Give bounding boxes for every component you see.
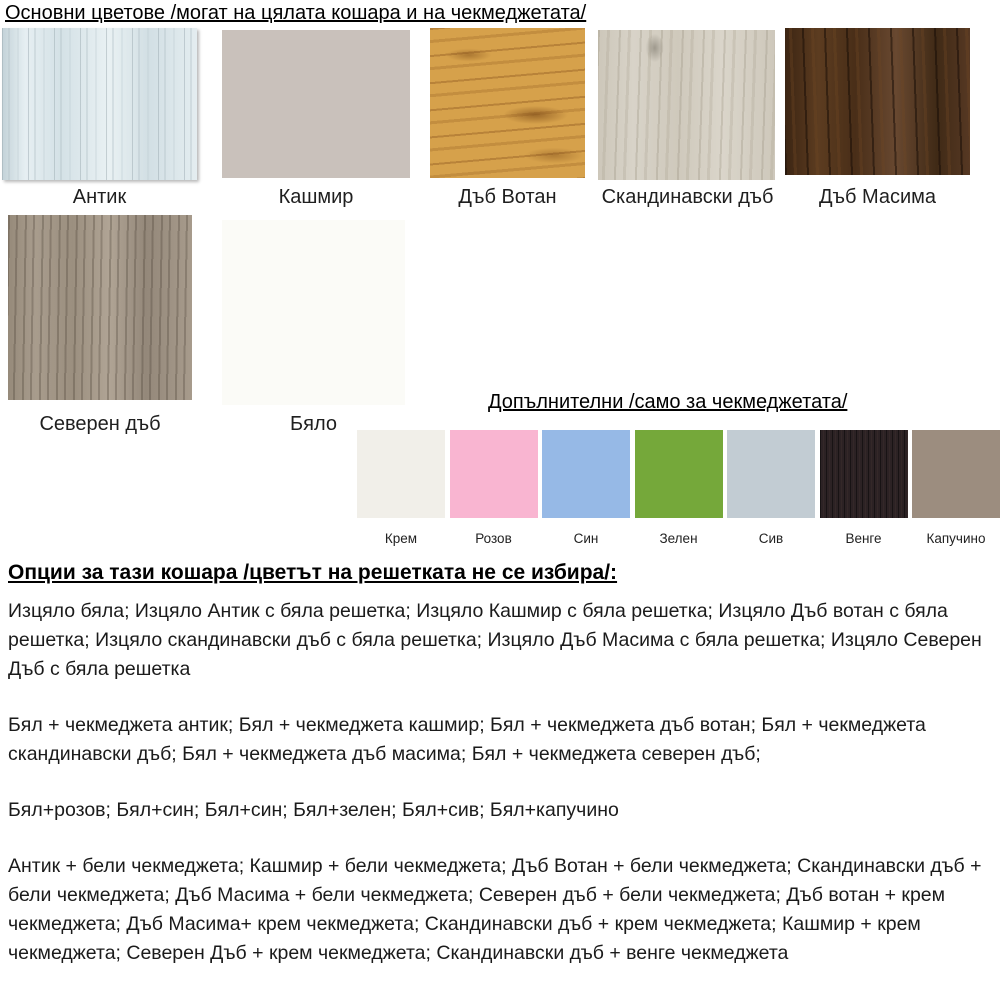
swatch-zelen [635, 430, 723, 518]
swatch-antik [2, 28, 197, 180]
swatch-rozov [450, 430, 538, 518]
label-antik: Антик [72, 186, 127, 208]
label-zelen: Зелен [659, 531, 698, 546]
swatch-severen-dab [8, 215, 192, 400]
swatch-krem [357, 430, 445, 518]
swatch-sin [542, 430, 630, 518]
label-rozov: Розов [475, 531, 512, 546]
label-kapuchino: Капучино [926, 531, 986, 546]
label-dab-votan: Дъб Вотан [458, 186, 557, 208]
swatch-skandinavski-dab [598, 30, 775, 180]
options-paragraph-white-plus: Бял+розов; Бял+син; Бял+син; Бял+зелен; Бял+сив; Бял+капучино [8, 799, 619, 821]
label-sin: Син [573, 531, 599, 546]
swatch-kashmir [222, 30, 410, 178]
swatch-dab-votan [430, 28, 585, 178]
swatch-venge [820, 430, 908, 518]
main-colors-heading: Основни цветове /могат на цялата кошара и на чекмеджетата/ [5, 2, 587, 24]
label-skandinavski-dab: Скандинавски дъб [601, 186, 774, 208]
options-paragraph-wood-drawers: Антик + бели чекмеджета; Кашмир + бели чекмеджета; Дъб Вотан + бели чекмеджета; Скандинавски дъб + бели чекмеджета; Дъб Масима + бели чекмеджета; Северен дъб + бели чекмеджета; Дъб вотан + крем чекмеджета; Дъб Масима+ крем чекмеджета; Скандинавски дъб + крем чекмеджета; Кашмир + крем чекмеджета; Северен Дъб + крем чекмеджета; Скандинавски дъб + венге чекмеджета [8, 855, 982, 964]
label-severen-dab: Северен дъб [39, 413, 161, 435]
options-text [8, 597, 984, 995]
swatch-bialo [222, 220, 405, 405]
options-heading: Опции за тази кошара /цветът на решетката не се избира/: [8, 561, 618, 584]
label-venge: Венге [845, 531, 882, 546]
label-bialo: Бяло [290, 413, 337, 435]
options-paragraph-full-colors: Изцяло бяла; Изцяло Антик с бяла решетка; Изцяло Кашмир с бяла решетка; Изцяло Дъб вотан с бяла решетка; Изцяло скандинавски дъб с бяла решетка; Изцяло Дъб Масима с бяла решетка; Изцяло Северен Дъб с бяла решетка [8, 600, 982, 680]
additional-swatches-row [357, 430, 1000, 518]
label-siv: Сив [758, 531, 784, 546]
swatch-dab-masima [785, 28, 970, 175]
label-kashmir: Кашмир [278, 186, 354, 208]
label-dab-masima: Дъб Масима [818, 186, 937, 208]
options-paragraph-white-body: Бял + чекмеджета антик; Бял + чекмеджета кашмир; Бял + чекмеджета дъб вотан; Бял + чекмеджета скандинавски дъб; Бял + чекмеджета дъб масима; Бял + чекмеджета северен дъб; [8, 714, 926, 765]
swatch-siv [727, 430, 815, 518]
label-krem: Крем [384, 531, 418, 546]
swatch-kapuchino [912, 430, 1000, 518]
additional-swatches-labels [357, 531, 1000, 546]
additional-colors-heading: Допълнителни /само за чекмеджетата/ [488, 391, 848, 413]
